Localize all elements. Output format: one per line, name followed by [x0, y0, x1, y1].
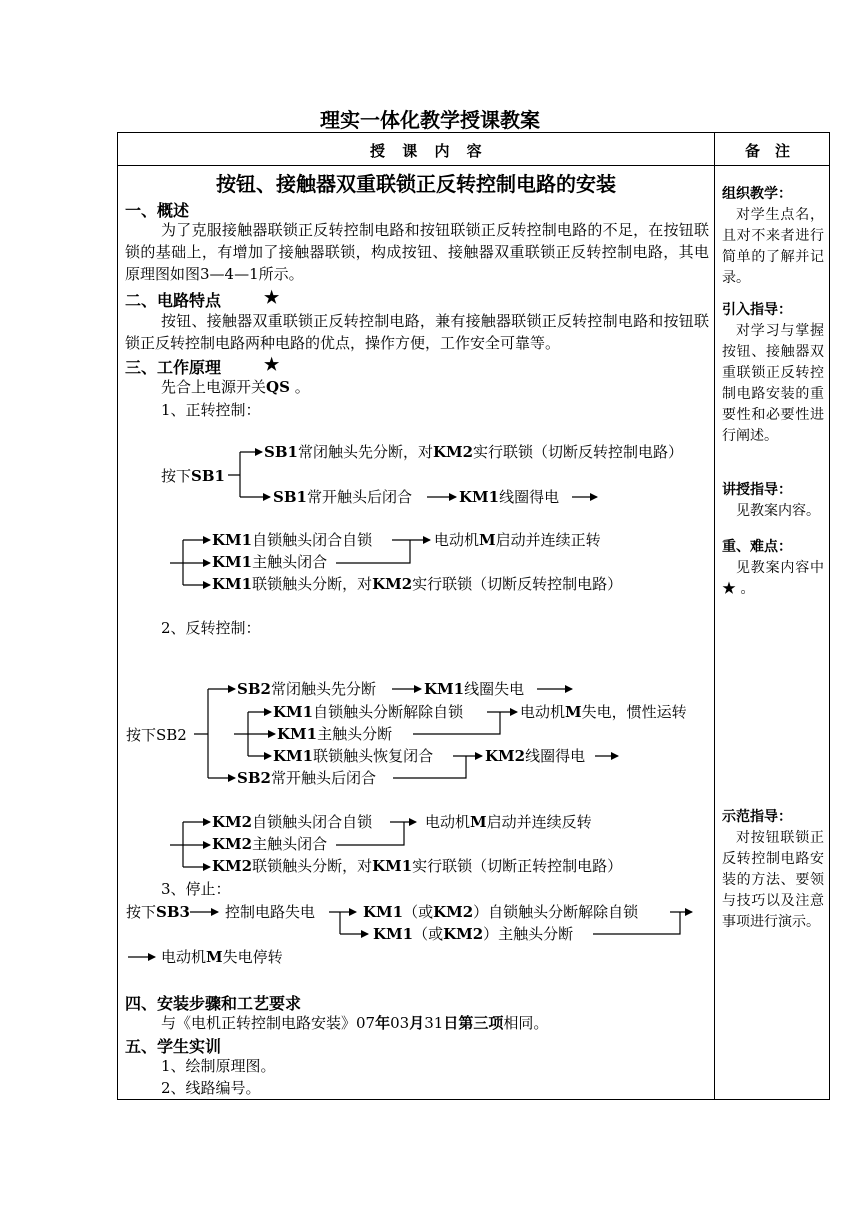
notes-column-header: 备 注: [745, 142, 791, 160]
stop-label: 3、停止：: [161, 880, 231, 898]
features-star-icon: ★: [264, 288, 280, 308]
reverse-km2-coil: KM2线圈得电: [485, 747, 586, 765]
note-lecture: 讲授指导： 见教案内容。: [722, 482, 820, 519]
overview-body: 为了克服接触器联锁正反转控制电路和按钮联锁正反转控制电路的不足，在按钮联锁的基础上，有增加了接触器联锁，构成按钮、接触器双重联锁正反转控制电路，其电原理图如图3—4—1所示。: [125, 221, 709, 283]
lesson-title: 按钮、接触器双重联锁正反转控制电路的安装: [216, 172, 616, 196]
note-organize: 组织教学： 对学生点名，且对不来者进行简单的了解并记录。: [722, 186, 824, 286]
features-heading: 二、电路特点: [125, 291, 222, 310]
practice-item: 2、线路编号。: [161, 1079, 261, 1097]
forward-km1-main: KM1主触头闭合: [212, 553, 328, 571]
header-divider: [117, 165, 830, 166]
reverse-step-sb2-nc: SB2常闭触头先分断: [237, 680, 376, 698]
reverse-km1-main: KM1主触头分断: [277, 725, 393, 743]
reverse-km1-interlock: KM1联锁触头恢复闭合: [273, 747, 434, 765]
column-divider: [714, 132, 715, 1100]
forward-step-sb1-no: SB1常开触头后闭合: [273, 488, 412, 506]
stop-control-circuit: 控制电路失电: [225, 903, 316, 921]
reverse-km1-self-lock: KM1自锁触头分断解除自锁: [273, 703, 464, 721]
principle-star-icon: ★: [264, 355, 280, 375]
reverse-motor-coast: 电动机M失电，惯性运转: [520, 703, 687, 721]
principle-intro: 先合上电源开关QS 。: [161, 378, 310, 396]
page-title: 理实一体化教学授课教案: [320, 108, 540, 132]
forward-km1-interlock: KM1联锁触头分断，对KM2实行联锁（切断反转控制电路）: [212, 575, 623, 593]
reverse-step-sb2-no: SB2常开触头后闭合: [237, 769, 376, 787]
forward-km1-coil: KM1线圈得电: [459, 488, 560, 506]
reverse-press: 按下SB2: [126, 726, 187, 744]
practice-heading: 五、学生实训: [125, 1037, 222, 1056]
stop-main-contact-open: KM1（或KM2）主触头分断: [373, 925, 574, 943]
reverse-km2-main: KM2主触头闭合: [212, 835, 328, 853]
forward-label: 1、正转控制：: [161, 401, 261, 419]
note-introduce: 引入指导： 对学习与掌握按钮、接触器双重联锁正反转控制电路安装的重要性和必要性进行阐述。: [722, 302, 824, 444]
overview-heading: 一、概述: [125, 201, 190, 220]
practice-item: 1、绘制原理图。: [161, 1057, 276, 1075]
reverse-km2-self-lock: KM2自锁触头闭合自锁: [212, 813, 373, 831]
install-heading: 四、安装步骤和工艺要求: [125, 994, 302, 1013]
forward-motor-result: 电动机M启动并连续正转: [434, 531, 601, 549]
stop-press: 按下SB3: [126, 903, 190, 921]
content-column-header: 授 课 内 容: [370, 142, 488, 160]
reverse-km1-coil: KM1线圈失电: [424, 680, 525, 698]
reverse-label: 2、反转控制：: [161, 619, 261, 637]
note-demonstration: 示范指导： 对按钮联锁正反转控制电路安装的方法、要领与技巧以及注意事项进行演示。: [722, 809, 824, 930]
principle-heading: 三、工作原理: [125, 358, 222, 377]
forward-press: 按下SB1: [161, 467, 225, 485]
reverse-km2-interlock: KM2联锁触头分断，对KM1实行联锁（切断正转控制电路）: [212, 857, 623, 875]
stop-self-lock-release: KM1（或KM2）自锁触头分断解除自锁: [363, 903, 639, 921]
forward-step-sb1-nc: SB1常闭触头先分断，对KM2实行联锁（切断反转控制电路）: [264, 443, 684, 461]
install-body: 与《电机正转控制电路安装》07年03月31日第三项相同。: [161, 1014, 549, 1032]
stop-motor-result: 电动机M失电停转: [161, 948, 283, 966]
forward-km1-self-lock: KM1自锁触头闭合自锁: [212, 531, 373, 549]
reverse-motor-result: 电动机M启动并连续反转: [425, 813, 592, 831]
note-key-points: 重、难点： 见教案内容中 ★ 。: [722, 539, 824, 597]
features-body: 按钮、接触器双重联锁正反转控制电路，兼有接触器联锁正反转控制电路和按钮联锁正反转控制电路两种电路的优点，操作方便，工作安全可靠等。: [125, 312, 709, 352]
